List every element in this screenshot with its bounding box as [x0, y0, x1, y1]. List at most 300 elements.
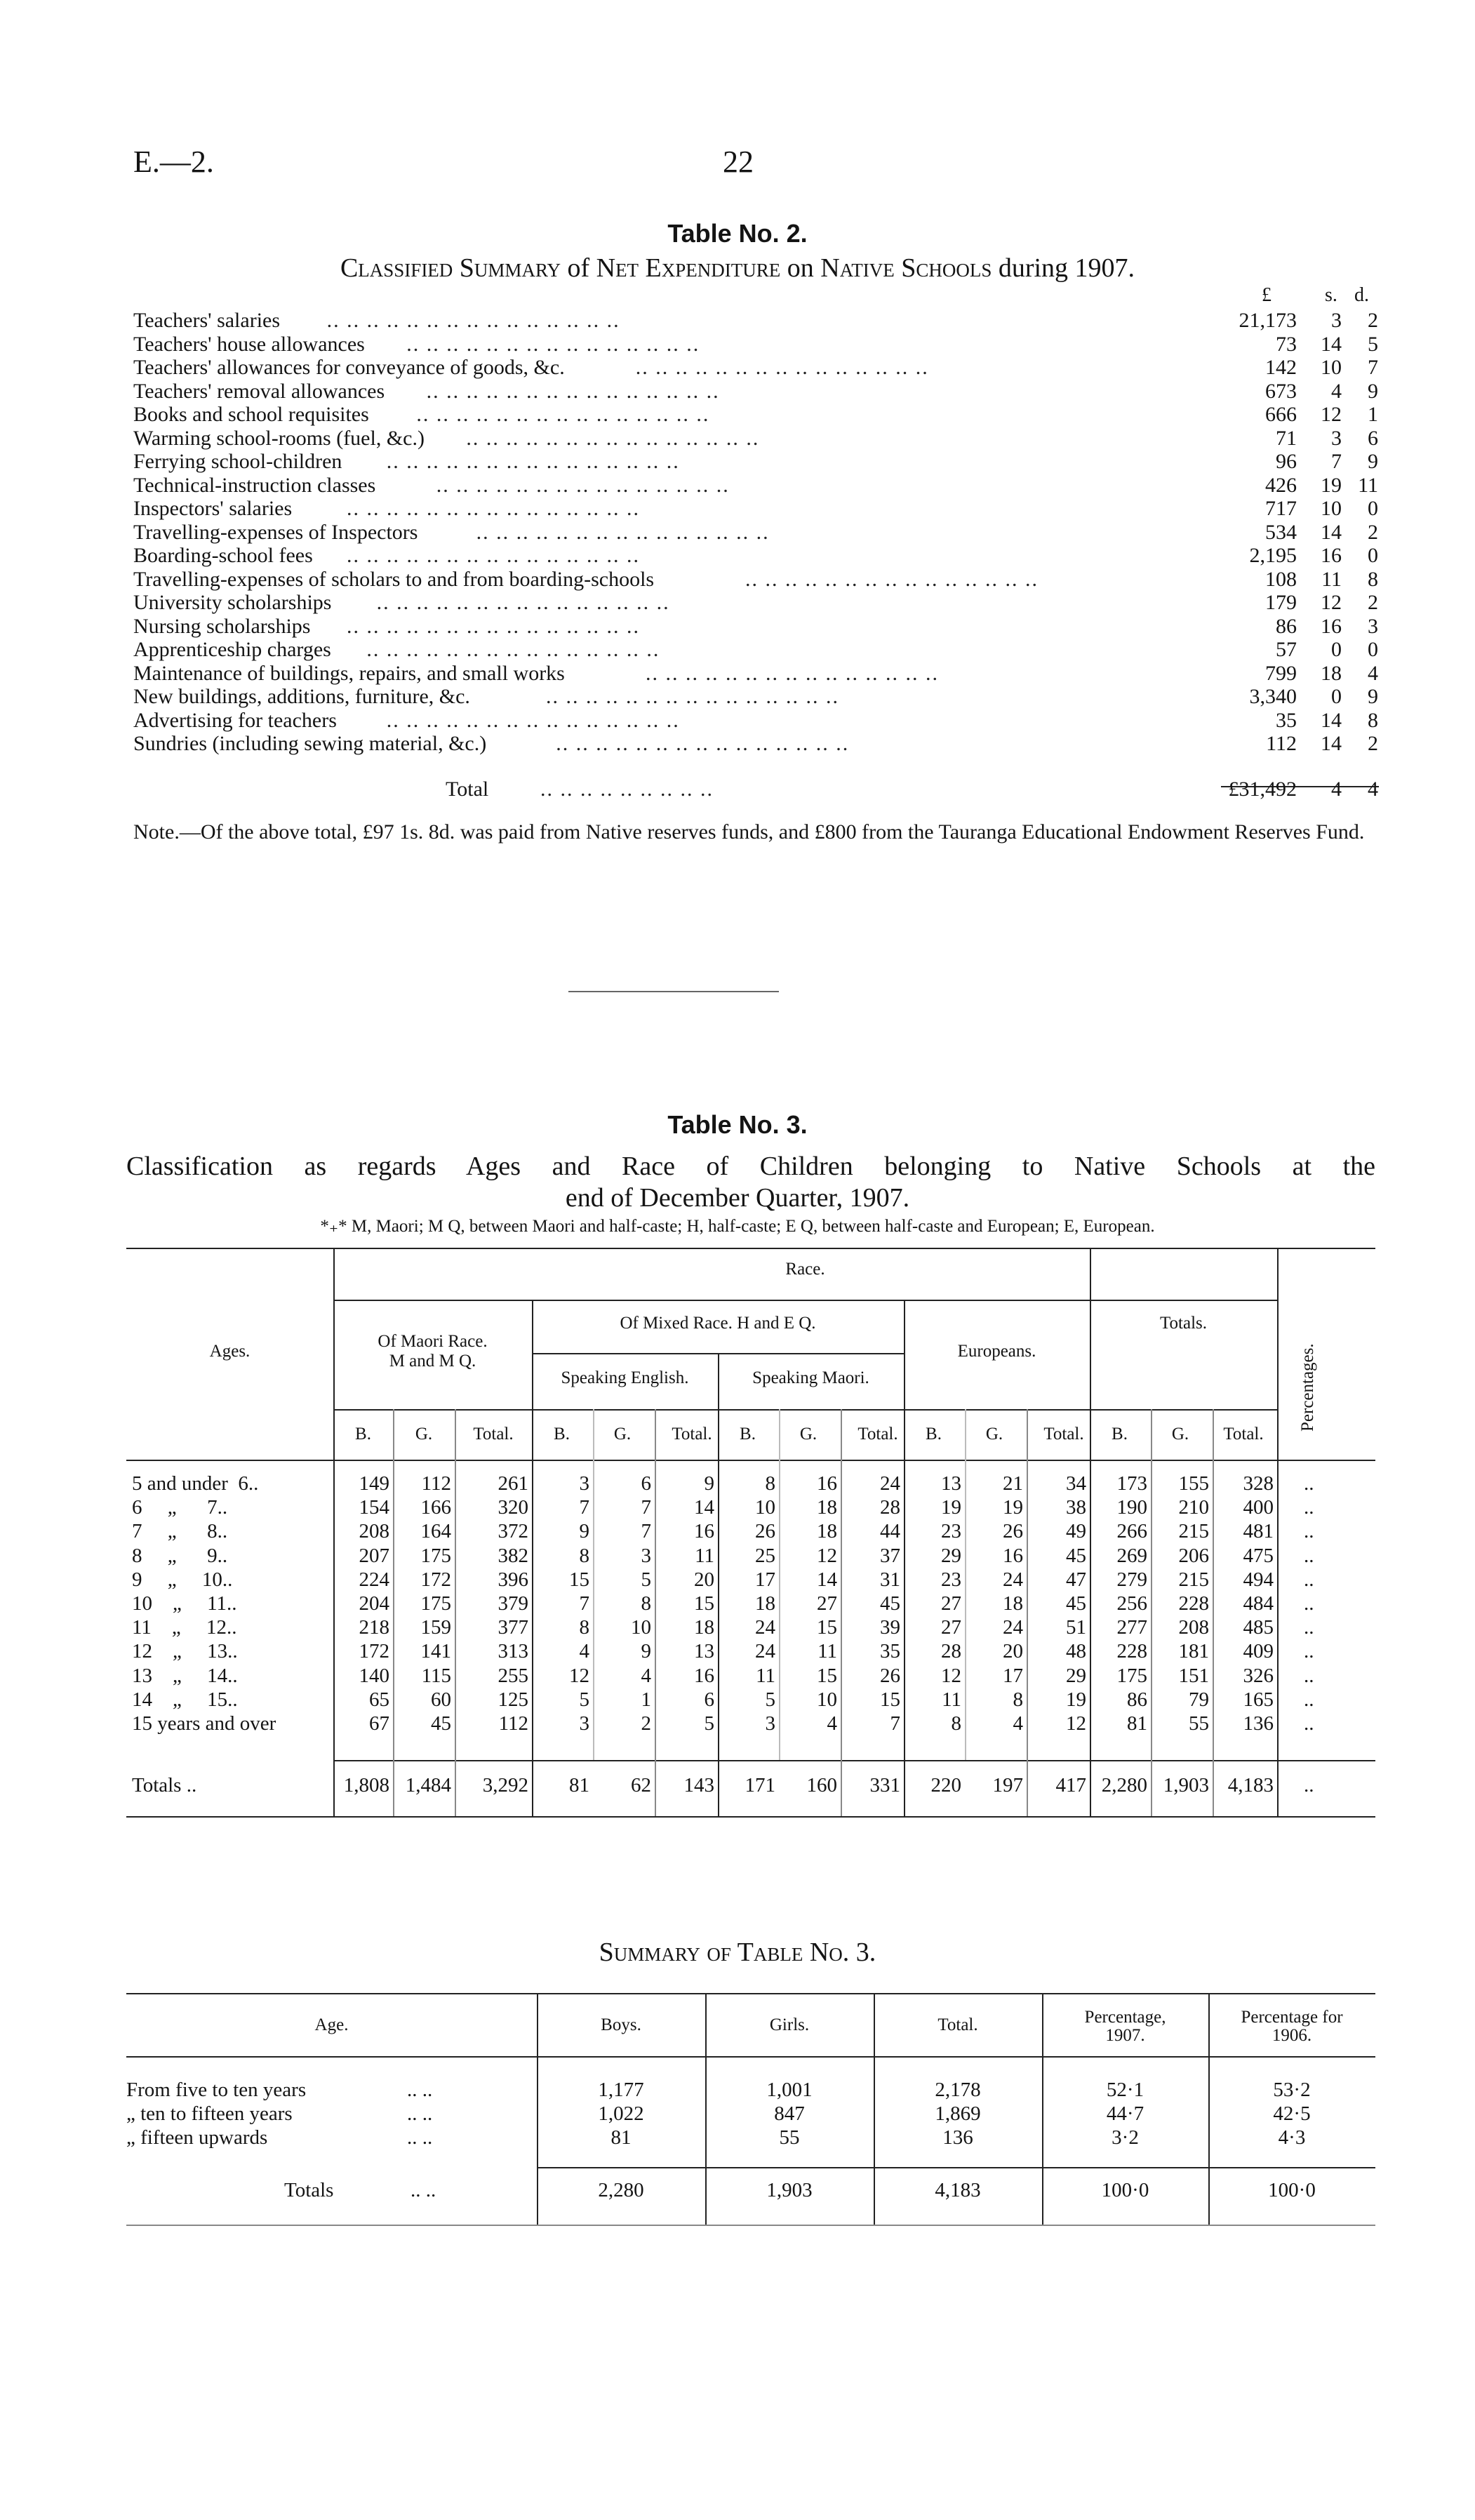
pct-value: .. — [1304, 1496, 1314, 1519]
expenditure-label: New buildings, additions, furniture, &c. — [133, 685, 470, 708]
cell-value: 13 — [694, 1640, 714, 1663]
col-g: G. — [1171, 1425, 1189, 1444]
cell-value: 4 — [579, 1640, 589, 1663]
age-label: 8 „ 9.. — [132, 1544, 228, 1567]
cell-value: 81 — [1127, 1712, 1147, 1735]
cell-value: 277 — [1116, 1616, 1147, 1639]
expenditure-pence: 9 — [1368, 450, 1378, 473]
cell-value: 382 — [498, 1544, 528, 1567]
cell-value: 7 — [579, 1592, 589, 1615]
summary-boys: 81 — [610, 2126, 632, 2149]
expenditure-pence: 2 — [1368, 732, 1378, 755]
col-g: G. — [613, 1425, 632, 1444]
cell-value: 261 — [498, 1472, 528, 1495]
rule — [126, 1816, 1375, 1818]
table3-subtitle-line2: end of December Quarter, 1907. — [565, 1183, 910, 1213]
expenditure-label: Sundries (including sewing material, &c.) — [133, 732, 487, 755]
pct-value: .. — [1304, 1688, 1314, 1711]
cell-value: 27 — [941, 1616, 961, 1639]
col-b: B. — [355, 1425, 371, 1444]
expenditure-pounds: 426 — [1265, 473, 1297, 497]
expenditure-shillings: 14 — [1321, 332, 1342, 356]
cell-value: 417 — [1055, 1774, 1086, 1796]
col-b: B. — [554, 1425, 570, 1444]
col-g: G. — [985, 1425, 1003, 1444]
cell-value: 24 — [1003, 1616, 1023, 1639]
section-divider — [568, 991, 779, 992]
col-b: B. — [926, 1425, 942, 1444]
table2-total-row — [133, 778, 1382, 801]
summary-p1907: 52·1 — [1106, 2079, 1144, 2101]
pct-value: .. — [1304, 1568, 1314, 1591]
cell-value: 45 — [431, 1712, 451, 1735]
col-total: Total. — [857, 1425, 898, 1444]
cell-value: 24 — [755, 1616, 775, 1639]
summary-girls: 847 — [774, 2102, 805, 2125]
cell-value: 12 — [569, 1664, 589, 1687]
cell-value: 7 — [641, 1520, 651, 1543]
col-percentages: Percentages. — [1298, 1343, 1317, 1432]
summary-boys: 1,177 — [598, 2079, 644, 2101]
cell-value: 62 — [631, 1774, 651, 1796]
cell-value: 10 — [817, 1688, 837, 1711]
cell-value: 9 — [641, 1640, 651, 1663]
cell-value: 55 — [1189, 1712, 1209, 1735]
summary-p1906: 4·3 — [1278, 2126, 1306, 2149]
expenditure-pence: 4 — [1368, 661, 1378, 685]
rule — [537, 2167, 1375, 2168]
col-total: Total. — [473, 1425, 514, 1444]
expenditure-row — [133, 380, 1382, 403]
cell-value: 12 — [817, 1544, 837, 1567]
cell-value: 208 — [359, 1520, 389, 1543]
expenditure-row — [133, 427, 1382, 450]
expenditure-row — [133, 497, 1382, 520]
cell-value: 45 — [1066, 1544, 1086, 1567]
age-label: 10 „ 11.. — [132, 1592, 237, 1615]
cell-value: 206 — [1178, 1544, 1209, 1567]
summary-age: „ ten to fifteen years — [126, 2102, 293, 2125]
expenditure-pence: 9 — [1368, 379, 1378, 403]
cell-value: 112 — [498, 1712, 528, 1735]
cell-value: 23 — [941, 1568, 961, 1591]
cell-value: 15 — [817, 1664, 837, 1687]
expenditure-pence: 3 — [1368, 614, 1378, 638]
expenditure-shillings: 14 — [1321, 708, 1342, 732]
cell-value: 190 — [1116, 1496, 1147, 1519]
expenditure-pounds: 2,195 — [1249, 544, 1297, 567]
cell-value: 79 — [1189, 1688, 1209, 1711]
expenditure-shillings: 7 — [1331, 450, 1342, 473]
summary-total: 4,183 — [935, 2179, 981, 2201]
expenditure-label: Teachers' salaries — [133, 309, 281, 332]
cell-value: 18 — [817, 1520, 837, 1543]
expenditure-pence: 11 — [1358, 473, 1378, 497]
cell-value: 320 — [498, 1496, 528, 1519]
table3-subtitle-line1: Classification as regards Ages and Race of Children belonging to Native Schools at the — [126, 1152, 1375, 1181]
cell-value: 164 — [420, 1520, 451, 1543]
leader-dots: .. .. .. .. .. .. .. .. .. .. .. .. .. .. .. — [347, 614, 640, 638]
table2-note: Note.—Of the above total, £97 1s. 8d. was paid from Native reserves funds, and £800 from the Tauranga Educational Endowment Reserves Fund. — [133, 820, 1365, 844]
expenditure-pence: 2 — [1368, 309, 1378, 332]
cell-value: 3 — [765, 1712, 775, 1735]
col-europeans: Europeans. — [957, 1342, 1036, 1361]
cell-value: 18 — [694, 1616, 714, 1639]
cell-value: 5 — [704, 1712, 714, 1735]
cell-value: 172 — [359, 1640, 389, 1663]
expenditure-pounds: 86 — [1276, 614, 1297, 638]
cell-value: 13 — [941, 1472, 961, 1495]
document-code: E.—2. — [133, 145, 214, 179]
expenditure-shillings: 18 — [1321, 661, 1342, 685]
expenditure-shillings: 14 — [1321, 732, 1342, 755]
expenditure-row — [133, 333, 1382, 356]
expenditure-shillings: 10 — [1321, 497, 1342, 520]
cell-value: 1,903 — [1163, 1774, 1209, 1796]
leader-dots: .. .. .. .. .. .. .. .. .. .. .. .. .. .. .. — [347, 497, 640, 520]
expenditure-label: University scholarships — [133, 591, 332, 614]
col-total: Total. — [1043, 1425, 1084, 1444]
cell-value: 256 — [1116, 1592, 1147, 1615]
expenditure-shillings: 10 — [1321, 356, 1342, 379]
cell-value: 6 — [641, 1472, 651, 1495]
summary-col-header: Percentage for 1906. — [1241, 2008, 1343, 2045]
cell-value: 28 — [880, 1496, 900, 1519]
expenditure-label: Advertising for teachers — [133, 708, 337, 732]
leader-dots: .. .. .. .. .. .. .. .. .. .. .. .. .. .. .. — [347, 544, 640, 567]
summary-girls: 1,903 — [766, 2179, 813, 2201]
cell-value: 7 — [890, 1712, 900, 1735]
cell-value: 12 — [941, 1664, 961, 1687]
expenditure-pence: 2 — [1368, 591, 1378, 614]
cell-value: 8 — [1013, 1688, 1023, 1711]
leader-dots: .. .. .. .. .. .. .. .. .. .. .. .. .. .. .. — [416, 403, 710, 426]
expenditure-pence: 5 — [1368, 332, 1378, 356]
summary-p1906: 100·0 — [1268, 2179, 1316, 2201]
leader-dots: .. .. .. .. .. .. .. .. .. .. .. .. .. .. .. — [546, 685, 839, 708]
cell-value: 165 — [1243, 1688, 1274, 1711]
cell-value: 484 — [1243, 1592, 1274, 1615]
cell-value: 228 — [1116, 1640, 1147, 1663]
expenditure-pence: 6 — [1368, 426, 1378, 450]
pence-header: d. — [1354, 284, 1369, 306]
summary-p1907: 44·7 — [1106, 2102, 1144, 2125]
expenditure-row — [133, 403, 1382, 426]
leader-dots: .. .. .. .. .. .. .. .. .. — [540, 778, 714, 801]
expenditure-shillings: 0 — [1331, 685, 1342, 708]
leader-dots: .. .. .. .. .. .. .. .. .. .. .. .. .. .. .. — [406, 332, 700, 356]
cell-value: 38 — [1066, 1496, 1086, 1519]
summary-col-header: Percentage, 1907. — [1084, 2008, 1166, 2045]
shilling-header: s. — [1325, 284, 1337, 306]
cell-value: 409 — [1243, 1640, 1274, 1663]
cell-value: 86 — [1127, 1688, 1147, 1711]
cell-value: 485 — [1243, 1616, 1274, 1639]
cell-value: 27 — [817, 1592, 837, 1615]
age-label: Totals .. — [132, 1774, 197, 1796]
expenditure-label: Teachers' allowances for conveyance of goods, &c. — [133, 356, 565, 379]
age-label: 7 „ 8.. — [132, 1520, 228, 1543]
expenditure-label: Inspectors' salaries — [133, 497, 293, 520]
table2-subtitle — [0, 253, 1475, 284]
age-label: 15 years and over — [132, 1712, 276, 1735]
col-speaking-english: Speaking English. — [561, 1368, 689, 1387]
age-label: 6 „ 7.. — [132, 1496, 228, 1519]
summary-title-text: Summary of Table No. 3. — [599, 1938, 876, 1967]
rule — [333, 1760, 1375, 1761]
expenditure-shillings: 3 — [1331, 309, 1342, 332]
age-label: 14 „ 15.. — [132, 1688, 238, 1711]
table3-key: *₊* M, Maori; M Q, between Maori and half-caste; H, half-caste; E Q, between half-caste and European; E, European. — [320, 1217, 1155, 1236]
col-g: G. — [799, 1425, 817, 1444]
cell-value: 3 — [641, 1544, 651, 1567]
cell-value: 25 — [755, 1544, 775, 1567]
rule — [333, 1300, 1277, 1301]
cell-value: 16 — [1003, 1544, 1023, 1567]
col-total: Total. — [672, 1425, 712, 1444]
cell-value: 166 — [420, 1496, 451, 1519]
cell-value: 2,280 — [1101, 1774, 1147, 1796]
cell-value: 39 — [880, 1616, 900, 1639]
summary-boys: 1,022 — [598, 2102, 644, 2125]
cell-value: 28 — [941, 1640, 961, 1663]
expenditure-shillings: 16 — [1321, 544, 1342, 567]
col-total: Total. — [1223, 1425, 1264, 1444]
summary-total: 136 — [942, 2126, 973, 2149]
cell-value: 19 — [941, 1496, 961, 1519]
cell-value: 15 — [880, 1688, 900, 1711]
cell-value: 48 — [1066, 1640, 1086, 1663]
cell-value: 20 — [1003, 1640, 1023, 1663]
cell-value: 154 — [359, 1496, 389, 1519]
pct-value: .. — [1304, 1520, 1314, 1543]
cell-value: 220 — [930, 1774, 961, 1796]
cell-value: 5 — [641, 1568, 651, 1591]
t2-sub-part: during 1907. — [998, 253, 1135, 283]
expenditure-label: Apprenticeship charges — [133, 638, 331, 661]
pct-value: .. — [1304, 1640, 1314, 1663]
cell-value: 331 — [869, 1774, 900, 1796]
cell-value: 4 — [1013, 1712, 1023, 1735]
expenditure-shillings: 4 — [1331, 379, 1342, 403]
expenditure-pounds: 179 — [1265, 591, 1297, 614]
cell-value: 18 — [817, 1496, 837, 1519]
expenditure-label: Technical-instruction classes — [133, 473, 376, 497]
cell-value: 4 — [641, 1664, 651, 1687]
cell-value: 377 — [498, 1616, 528, 1639]
cell-value: 10 — [755, 1496, 775, 1519]
cell-value: 1 — [641, 1688, 651, 1711]
cell-value: 20 — [694, 1568, 714, 1591]
total-label: Total — [446, 778, 489, 801]
leader-dots: .. .. .. .. .. .. .. .. .. .. .. .. .. .. .. — [646, 661, 939, 685]
cell-value: 1,484 — [405, 1774, 451, 1796]
expenditure-label: Teachers' removal allowances — [133, 379, 385, 403]
summary-col-header: Total. — [937, 2015, 978, 2034]
expenditure-row — [133, 638, 1382, 661]
table3-title: Table No. 3. — [667, 1110, 808, 1139]
cell-value: 14 — [817, 1568, 837, 1591]
cell-value: 6 — [704, 1688, 714, 1711]
cell-value: 171 — [745, 1774, 775, 1796]
leader-dots: .. .. — [411, 2179, 436, 2201]
expenditure-label: Boarding-school fees — [133, 544, 313, 567]
cell-value: 475 — [1243, 1544, 1274, 1567]
cell-value: 279 — [1116, 1568, 1147, 1591]
cell-value: 15 — [569, 1568, 589, 1591]
cell-value: 24 — [755, 1640, 775, 1663]
expenditure-row — [133, 591, 1382, 614]
cell-value: 228 — [1178, 1592, 1209, 1615]
cell-value: 9 — [704, 1472, 714, 1495]
summary-total: 1,869 — [935, 2102, 981, 2125]
summary-col-header: Boys. — [601, 2015, 641, 2034]
expenditure-pounds: 73 — [1276, 332, 1297, 356]
expenditure-row — [133, 662, 1382, 685]
expenditure-row — [133, 709, 1382, 732]
cell-value: 16 — [817, 1472, 837, 1495]
summary-boys: 2,280 — [598, 2179, 644, 2201]
pound-header: £ — [1262, 284, 1272, 306]
cell-value: 18 — [755, 1592, 775, 1615]
leader-dots: .. .. .. .. .. .. .. .. .. .. .. .. .. .. .. — [376, 591, 670, 614]
pct-value: .. — [1304, 1472, 1314, 1495]
t2-sub-part: Classified Summary — [340, 253, 561, 283]
cell-value: 19 — [1066, 1688, 1086, 1711]
leader-dots: .. .. .. .. .. .. .. .. .. .. .. .. .. .. .. — [466, 426, 760, 450]
cell-value: 175 — [1116, 1664, 1147, 1687]
cell-value: 8 — [579, 1616, 589, 1639]
t2-sub-part: on — [787, 253, 814, 283]
expenditure-row — [133, 685, 1382, 708]
col-race: Race. — [785, 1260, 825, 1279]
expenditure-label: Maintenance of buildings, repairs, and small works — [133, 661, 565, 685]
summary-p1907: 3·2 — [1112, 2126, 1139, 2149]
summary-girls: 1,001 — [766, 2079, 813, 2101]
t2-sub-part: Net Expenditure — [596, 253, 781, 283]
cell-value: 16 — [694, 1664, 714, 1687]
summary-p1907: 100·0 — [1101, 2179, 1149, 2201]
cell-value: 37 — [880, 1544, 900, 1567]
cell-value: 11 — [817, 1640, 837, 1663]
rule — [1277, 1248, 1279, 1816]
rule — [455, 1409, 456, 1816]
leader-dots: .. .. — [407, 2126, 433, 2149]
expenditure-pounds: 108 — [1265, 567, 1297, 591]
cell-value: 115 — [421, 1664, 451, 1687]
col-mixed: Of Mixed Race. H and E Q. — [620, 1314, 816, 1333]
cell-value: 17 — [755, 1568, 775, 1591]
cell-value: 51 — [1066, 1616, 1086, 1639]
leader-dots: .. .. .. .. .. .. .. .. .. .. .. .. .. .. .. — [476, 520, 770, 544]
col-g: G. — [415, 1425, 433, 1444]
cell-value: 208 — [1178, 1616, 1209, 1639]
cell-value: 255 — [498, 1664, 528, 1687]
cell-value: 60 — [431, 1688, 451, 1711]
cell-value: 151 — [1178, 1664, 1209, 1687]
pct-value: .. — [1304, 1774, 1314, 1796]
expenditure-pounds: 3,340 — [1249, 685, 1297, 708]
expenditure-shillings: 19 — [1321, 473, 1342, 497]
cell-value: 4,183 — [1227, 1774, 1274, 1796]
cell-value: 181 — [1178, 1640, 1209, 1663]
cell-value: 8 — [765, 1472, 775, 1495]
expenditure-shillings: 3 — [1331, 426, 1342, 450]
cell-value: 143 — [683, 1774, 714, 1796]
summary-age: Totals — [284, 2179, 334, 2201]
cell-value: 215 — [1178, 1568, 1209, 1591]
summary-girls: 55 — [779, 2126, 800, 2149]
expenditure-pounds: 799 — [1265, 661, 1297, 685]
cell-value: 5 — [579, 1688, 589, 1711]
age-label: 11 „ 12.. — [132, 1616, 237, 1639]
expenditure-row — [133, 732, 1382, 755]
cell-value: 494 — [1243, 1568, 1274, 1591]
summary-age: From five to ten years — [126, 2079, 307, 2101]
expenditure-pence: 0 — [1368, 544, 1378, 567]
cell-value: 26 — [755, 1520, 775, 1543]
cell-value: 45 — [1066, 1592, 1086, 1615]
pct-value: .. — [1304, 1592, 1314, 1615]
expenditure-label: Ferrying school-children — [133, 450, 342, 473]
cell-value: 207 — [359, 1544, 389, 1567]
cell-value: 47 — [1066, 1568, 1086, 1591]
pct-value: .. — [1304, 1616, 1314, 1639]
cell-value: 26 — [880, 1664, 900, 1687]
age-label: 9 „ 10.. — [132, 1568, 233, 1591]
cell-value: 11 — [942, 1688, 961, 1711]
expenditure-pounds: 142 — [1265, 356, 1297, 379]
cell-value: 27 — [941, 1592, 961, 1615]
cell-value: 11 — [756, 1664, 775, 1687]
expenditure-pounds: 57 — [1276, 638, 1297, 661]
expenditure-pounds: 673 — [1265, 379, 1297, 403]
cell-value: 31 — [880, 1568, 900, 1591]
cell-value: 67 — [369, 1712, 389, 1735]
total-pence: 4 — [1368, 778, 1378, 801]
cell-value: 112 — [421, 1472, 451, 1495]
cell-value: 9 — [579, 1520, 589, 1543]
col-speaking-maori: Speaking Maori. — [752, 1368, 869, 1387]
leader-dots: .. .. .. .. .. .. .. .. .. .. .. .. .. .. .. — [745, 567, 1039, 591]
rule — [126, 2056, 1375, 2058]
cell-value: 65 — [369, 1688, 389, 1711]
expenditure-pounds: 96 — [1276, 450, 1297, 473]
expenditure-label: Teachers' house allowances — [133, 332, 365, 356]
cell-value: 3,292 — [482, 1774, 528, 1796]
cell-value: 35 — [880, 1640, 900, 1663]
cell-value: 15 — [817, 1616, 837, 1639]
leader-dots: .. .. .. .. .. .. .. .. .. .. .. .. .. .. .. — [426, 379, 720, 403]
expenditure-shillings: 0 — [1331, 638, 1342, 661]
col-totals: Totals. — [1160, 1314, 1207, 1333]
cell-value: 218 — [359, 1616, 389, 1639]
cell-value: 21 — [1003, 1472, 1023, 1495]
cell-value: 173 — [1116, 1472, 1147, 1495]
expenditure-pence: 0 — [1368, 638, 1378, 661]
rule — [126, 1248, 1375, 1249]
cell-value: 2 — [641, 1712, 651, 1735]
summary-p1906: 53·2 — [1273, 2079, 1311, 2101]
expenditure-label: Travelling-expenses of scholars to and from boarding-schools — [133, 567, 655, 591]
cell-value: 155 — [1178, 1472, 1209, 1495]
expenditure-row — [133, 521, 1382, 544]
cell-value: 5 — [765, 1688, 775, 1711]
rule — [126, 1993, 1375, 1994]
expenditure-row — [133, 615, 1382, 638]
pct-value: .. — [1304, 1664, 1314, 1687]
col-b: B. — [1112, 1425, 1128, 1444]
